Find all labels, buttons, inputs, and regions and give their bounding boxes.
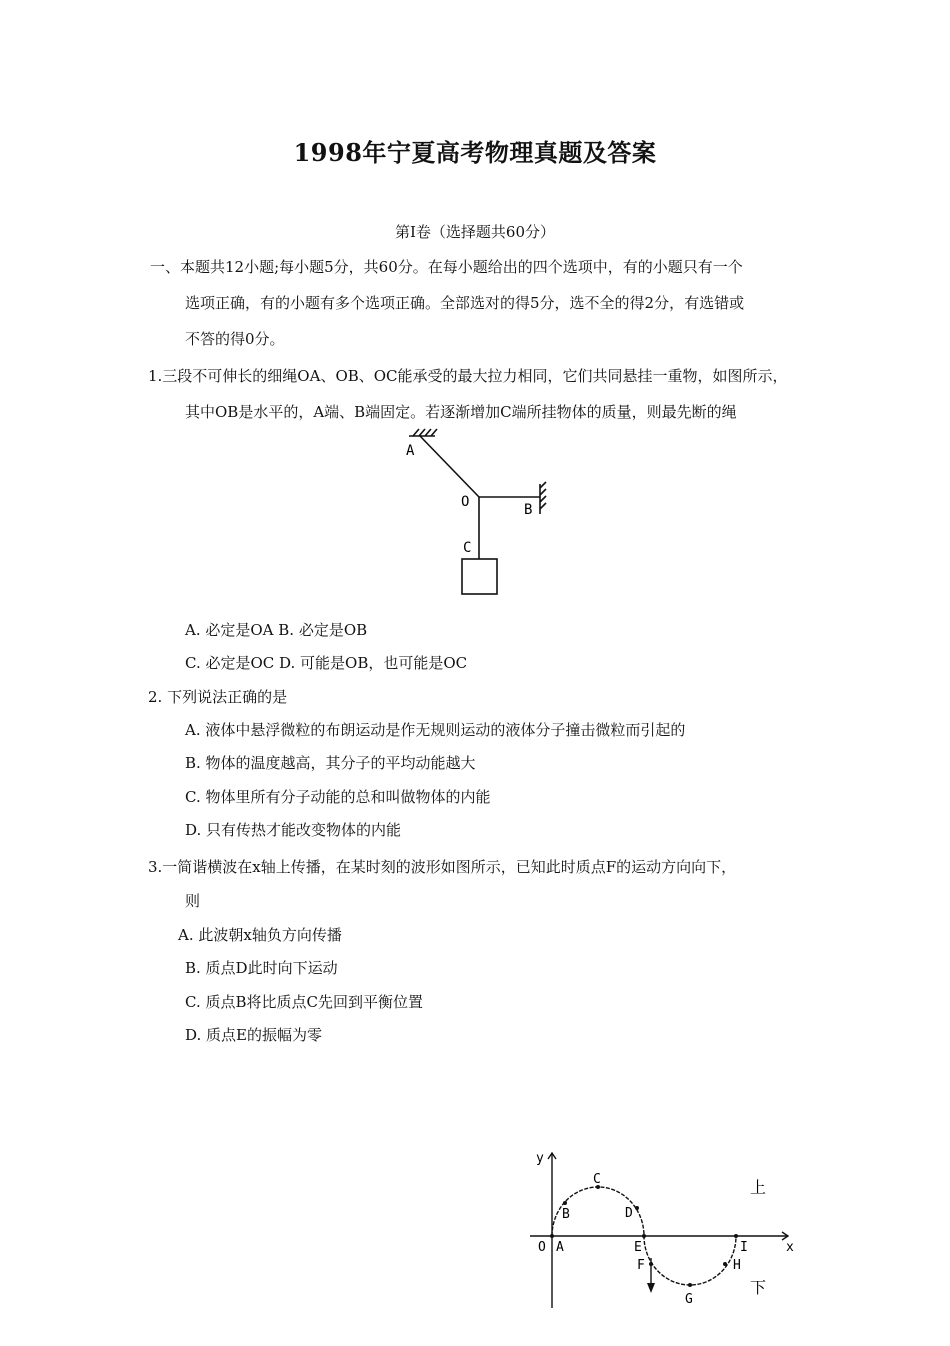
rope-oa bbox=[420, 436, 479, 497]
point-h: H bbox=[733, 1258, 741, 1273]
q2-option-b: B. 物体的温度越高，其分子的平均动能越大 bbox=[185, 754, 476, 772]
instruction-line-2: 选项正确，有的小题有多个选项正确。全部选对的得5分，选不全的得2分，有选错或 bbox=[185, 294, 745, 312]
q1-options-row-2: C. 必定是OC D. 可能是OB，也可能是OC bbox=[185, 654, 468, 672]
point-b: B bbox=[562, 1207, 570, 1222]
label-o: O bbox=[461, 494, 470, 510]
down-direction-label: 下 bbox=[750, 1278, 767, 1297]
q2-option-d: D. 只有传热才能改变物体的内能 bbox=[185, 821, 402, 839]
point-e: E bbox=[634, 1240, 642, 1255]
point-g: G bbox=[685, 1292, 693, 1307]
q3-option-b: B. 质点D此时向下运动 bbox=[185, 959, 338, 977]
label-b: B bbox=[524, 502, 533, 518]
point-d: D bbox=[625, 1206, 633, 1221]
q2-stem: 2. 下列说法正确的是 bbox=[148, 688, 288, 706]
q3-stem-line-2: 则 bbox=[185, 892, 201, 910]
q1-options-row-1: A. 必定是OA B. 必定是OB bbox=[185, 621, 368, 639]
instruction-line-3: 不答的得0分。 bbox=[185, 330, 285, 348]
q3-stem-line-1: 3.一简谐横波在x轴上传播，在某时刻的波形如图所示，已知此时质点F的运动方向向下， bbox=[148, 858, 737, 876]
point-f: F bbox=[637, 1258, 645, 1273]
label-origin: O bbox=[538, 1240, 546, 1255]
label-c: C bbox=[463, 540, 472, 556]
q2-option-c: C. 物体里所有分子动能的总和叫做物体的内能 bbox=[185, 788, 491, 806]
q3-option-d: D. 质点E的振幅为零 bbox=[185, 1026, 322, 1044]
q1-rope-figure bbox=[395, 428, 560, 603]
label-a: A bbox=[406, 443, 415, 459]
q2-option-a: A. 液体中悬浮微粒的布朗运动是作无规则运动的液体分子撞击微粒而引起的 bbox=[185, 721, 686, 739]
point-i: I bbox=[740, 1240, 748, 1255]
q1-stem-line-1: 1.三段不可伸长的细绳OA、OB、OC能承受的最大拉力相同，它们共同悬挂一重物，如图所示， bbox=[148, 367, 788, 385]
instruction-line-1: 一、本题共12小题;每小题5分，共60分。在每小题给出的四个选项中，有的小题只有一个 bbox=[150, 258, 743, 276]
point-c: C bbox=[593, 1172, 601, 1187]
section-heading: 第Ⅰ卷（选择题共60分） bbox=[394, 223, 555, 241]
point-a: A bbox=[556, 1240, 564, 1255]
q3-option-a: A. 此波朝x轴负方向传播 bbox=[178, 926, 342, 944]
hanging-weight bbox=[462, 559, 497, 594]
axis-label-y: y bbox=[536, 1151, 544, 1166]
page-title: 1998年宁夏高考物理真题及答案 bbox=[293, 138, 657, 167]
q3-wave-figure bbox=[520, 1145, 805, 1315]
q1-stem-line-2: 其中OB是水平的，A端、B端固定。若逐渐增加C端所挂物体的质量，则最先断的绳 bbox=[185, 403, 737, 421]
up-direction-label: 上 bbox=[750, 1178, 767, 1197]
q3-option-c: C. 质点B将比质点C先回到平衡位置 bbox=[185, 993, 423, 1011]
axis-label-x: x bbox=[786, 1240, 794, 1255]
